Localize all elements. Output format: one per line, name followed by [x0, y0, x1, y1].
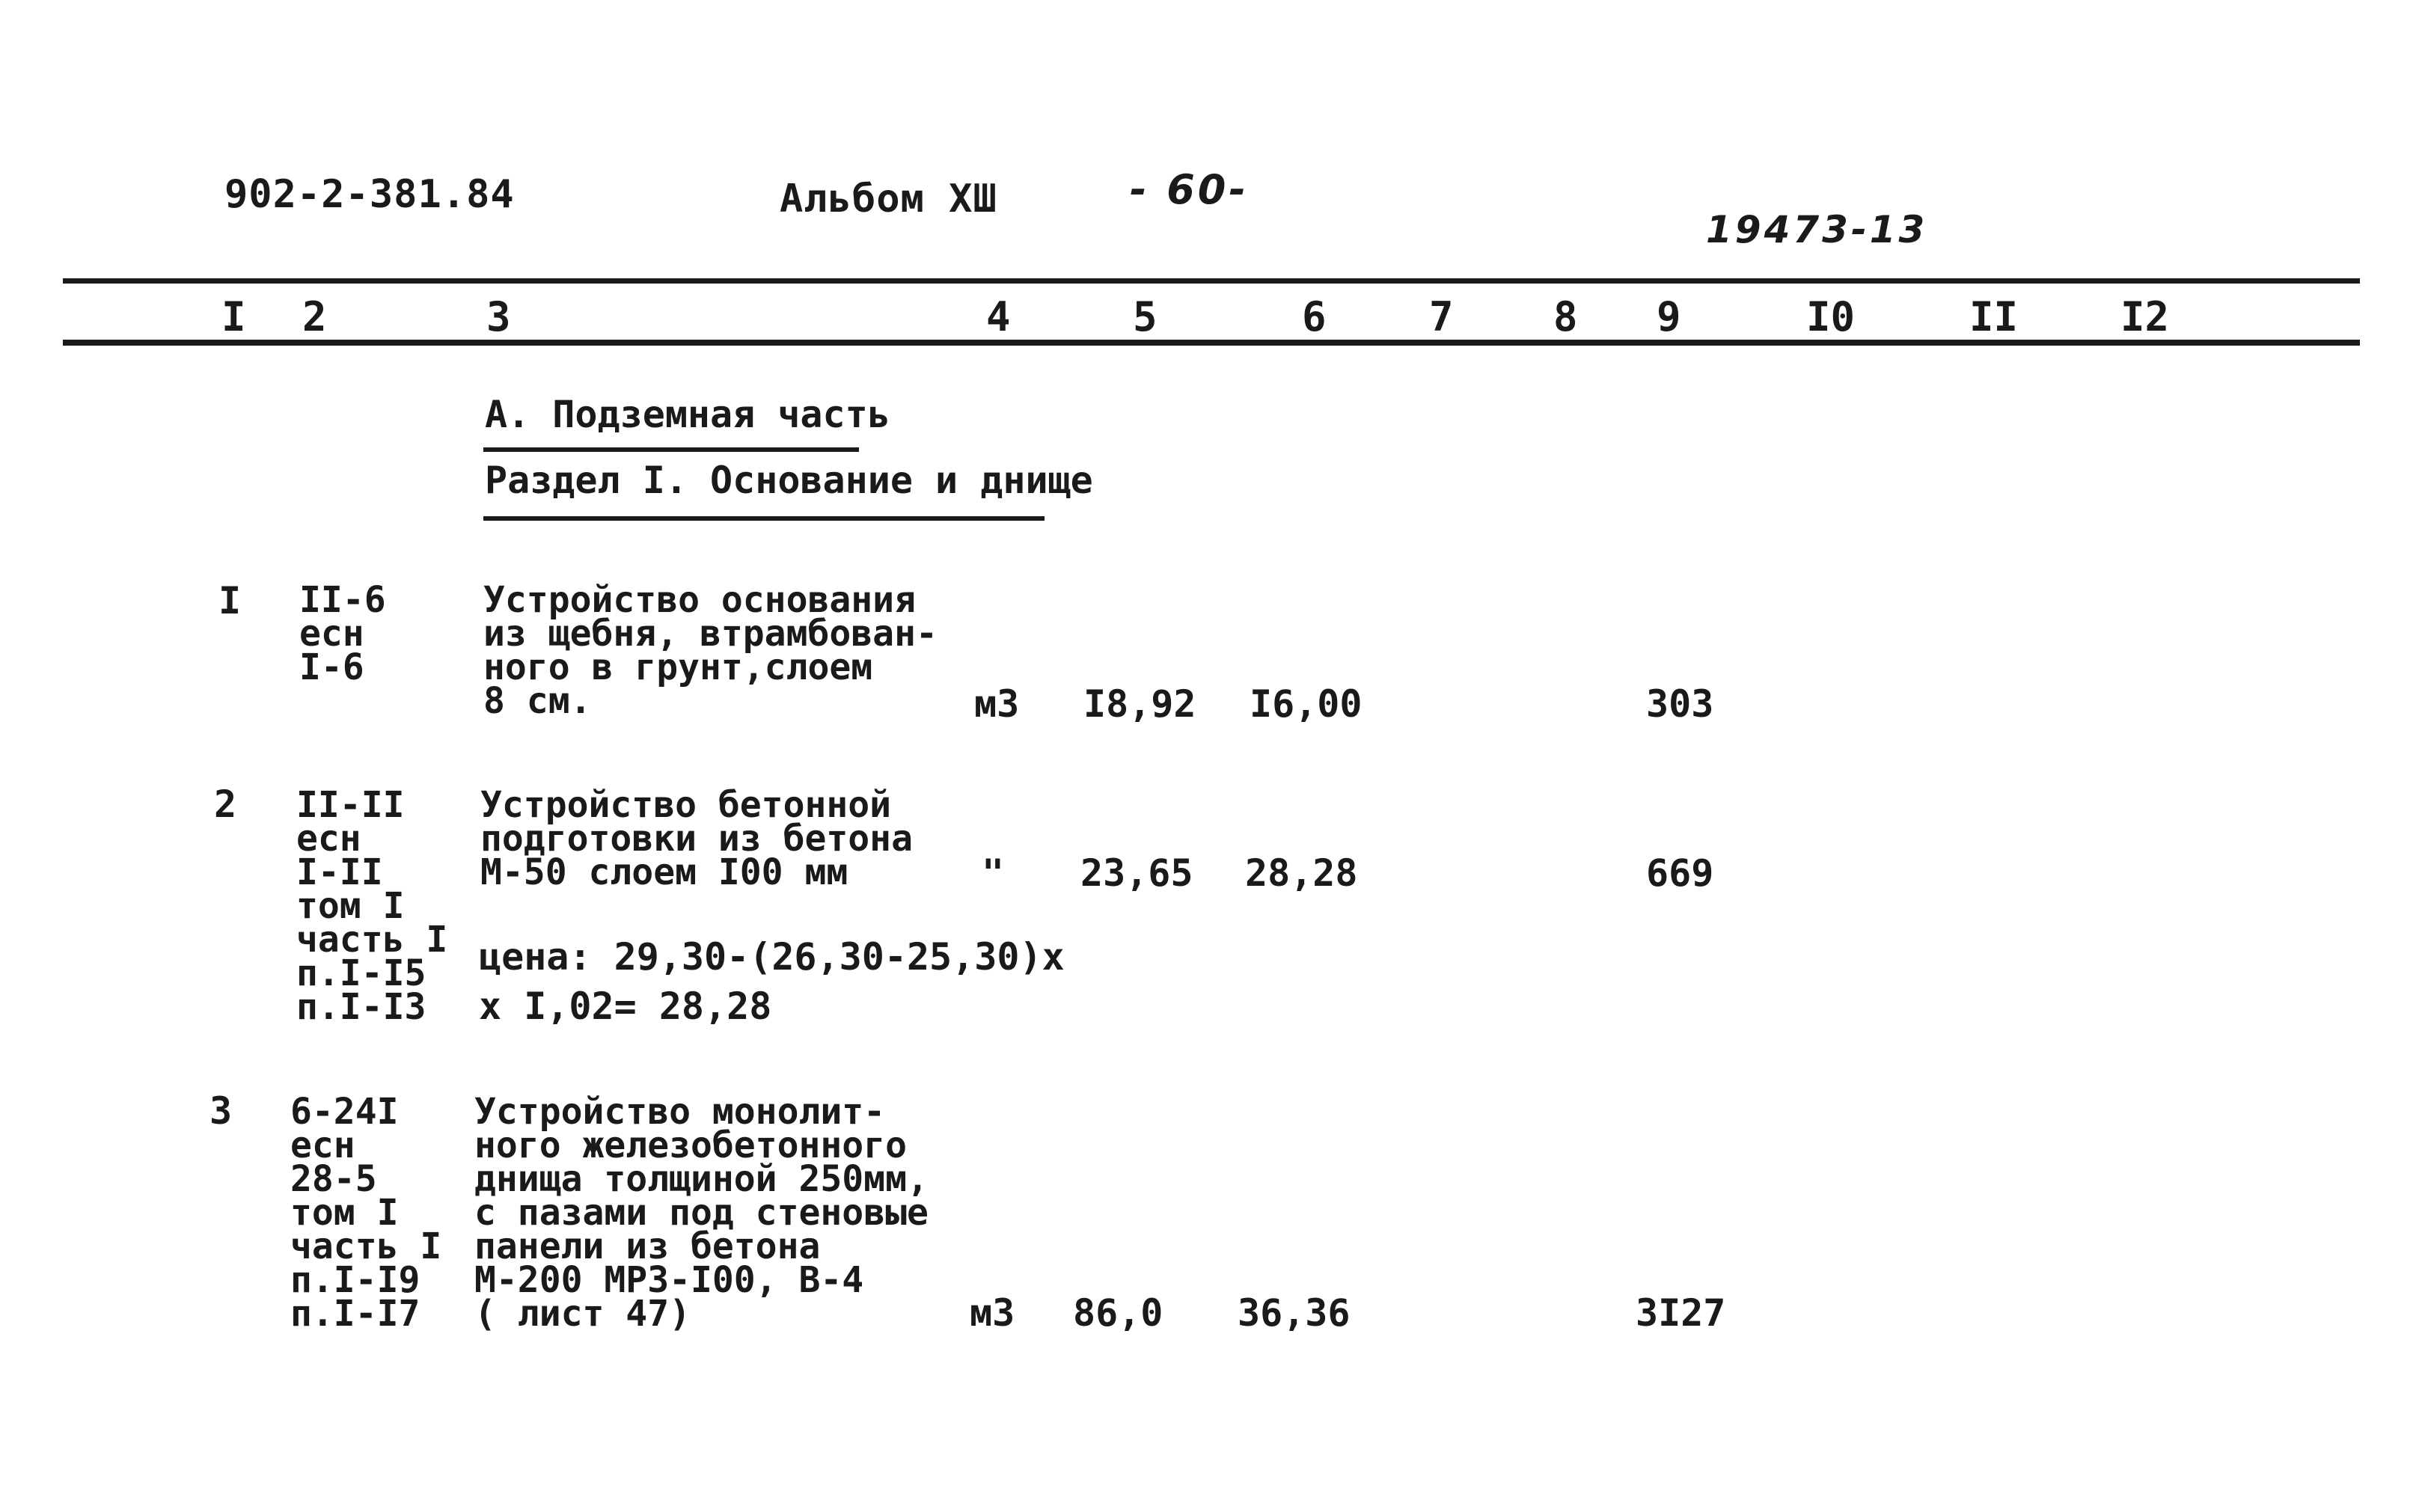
code-line: есн — [299, 613, 364, 655]
column-header-4: 4 — [986, 293, 1011, 340]
column-header-11: II — [1969, 293, 2019, 340]
column-header-1: I — [221, 293, 246, 340]
header-top-rule — [63, 278, 2360, 284]
description-line: Устройство бетонной — [480, 784, 892, 826]
row-total: 303 — [1646, 682, 1714, 726]
row-total: 669 — [1646, 851, 1714, 895]
description-line: М-50 слоем I00 мм — [480, 851, 848, 893]
column-header-2: 2 — [302, 293, 327, 340]
row-codes — [296, 784, 448, 1028]
column-header-8: 8 — [1553, 293, 1578, 340]
code-line: п.I-I9 — [290, 1259, 421, 1301]
code-line: II-6 — [299, 579, 386, 621]
description-line: из щебня, втрамбован- — [483, 613, 938, 655]
row-unit: м3 — [970, 1291, 1015, 1335]
archive-number: 19473-13 — [1706, 208, 1928, 251]
column-header-10: I0 — [1806, 293, 1856, 340]
row-number: 3 — [210, 1089, 233, 1133]
code-line: II-II — [296, 784, 405, 826]
code-line: том I — [296, 885, 405, 927]
row-price: I6,00 — [1250, 682, 1363, 726]
column-header-7: 7 — [1429, 293, 1454, 340]
document-code: 902-2-381.84 — [224, 172, 515, 217]
code-line: часть I — [296, 919, 448, 961]
row-quantity: I8,92 — [1083, 682, 1196, 726]
note-line: цена: 29,30-(26,30-25,30)х — [479, 935, 1065, 979]
code-line: п.I-I3 — [296, 986, 426, 1028]
code-line: I-6 — [299, 646, 364, 688]
row-total: 3I27 — [1636, 1291, 1726, 1335]
code-line: том I — [290, 1192, 399, 1234]
description-line: ного в грунт,слоем — [483, 646, 873, 688]
row-quantity: 86,0 — [1073, 1291, 1163, 1335]
description-line: ного железобетонного — [474, 1124, 907, 1166]
row-codes — [290, 1091, 442, 1335]
row-description — [474, 1091, 929, 1335]
row-price: 28,28 — [1245, 851, 1358, 895]
part-title: А. Подземная часть — [485, 393, 890, 436]
row-description — [483, 579, 938, 722]
column-header-12: I2 — [2120, 293, 2170, 340]
column-header-3: 3 — [486, 293, 511, 340]
row-quantity: 23,65 — [1080, 851, 1193, 895]
description-line: с пазами под стеновые — [474, 1192, 929, 1234]
description-line: 8 см. — [483, 680, 592, 722]
code-line: п.I-I5 — [296, 952, 426, 994]
column-header-6: 6 — [1302, 293, 1327, 340]
row-unit: " — [982, 851, 1005, 895]
row-codes — [299, 579, 386, 688]
code-line: п.I-I7 — [290, 1293, 421, 1335]
note-line: х I,02= 28,28 — [479, 985, 772, 1028]
column-header-5: 5 — [1133, 293, 1158, 340]
description-line: ( лист 47) — [474, 1293, 691, 1335]
price-calculation-note — [479, 932, 1065, 1031]
code-line: часть I — [290, 1225, 442, 1267]
description-line: Устройство монолит- — [474, 1091, 886, 1133]
description-line: панели из бетона — [474, 1225, 821, 1267]
code-line: есн — [290, 1124, 355, 1166]
section-title-underline — [483, 516, 1045, 521]
column-header-9: 9 — [1657, 293, 1681, 340]
section-title: Раздел I. Основание и днище — [485, 459, 1093, 502]
description-line: М-200 МРЗ-I00, В-4 — [474, 1259, 864, 1301]
row-price: 36,36 — [1238, 1291, 1351, 1335]
row-number: 2 — [214, 783, 237, 826]
album-title: Альбом ХШ — [780, 177, 997, 221]
code-line: I-II — [296, 851, 383, 893]
code-line: 28-5 — [290, 1158, 377, 1200]
description-line: подготовки из бетона — [480, 818, 913, 860]
row-unit: м3 — [974, 682, 1020, 726]
code-line: 6-24I — [290, 1091, 399, 1133]
row-number: I — [218, 579, 242, 622]
description-line: днища толщиной 250мм, — [474, 1158, 929, 1200]
description-line: Устройство основания — [483, 579, 916, 621]
part-title-underline — [483, 447, 859, 452]
header-bottom-rule — [63, 340, 2360, 346]
code-line: есн — [296, 818, 361, 860]
page-number: - 60- — [1130, 166, 1249, 213]
row-description — [480, 784, 913, 893]
